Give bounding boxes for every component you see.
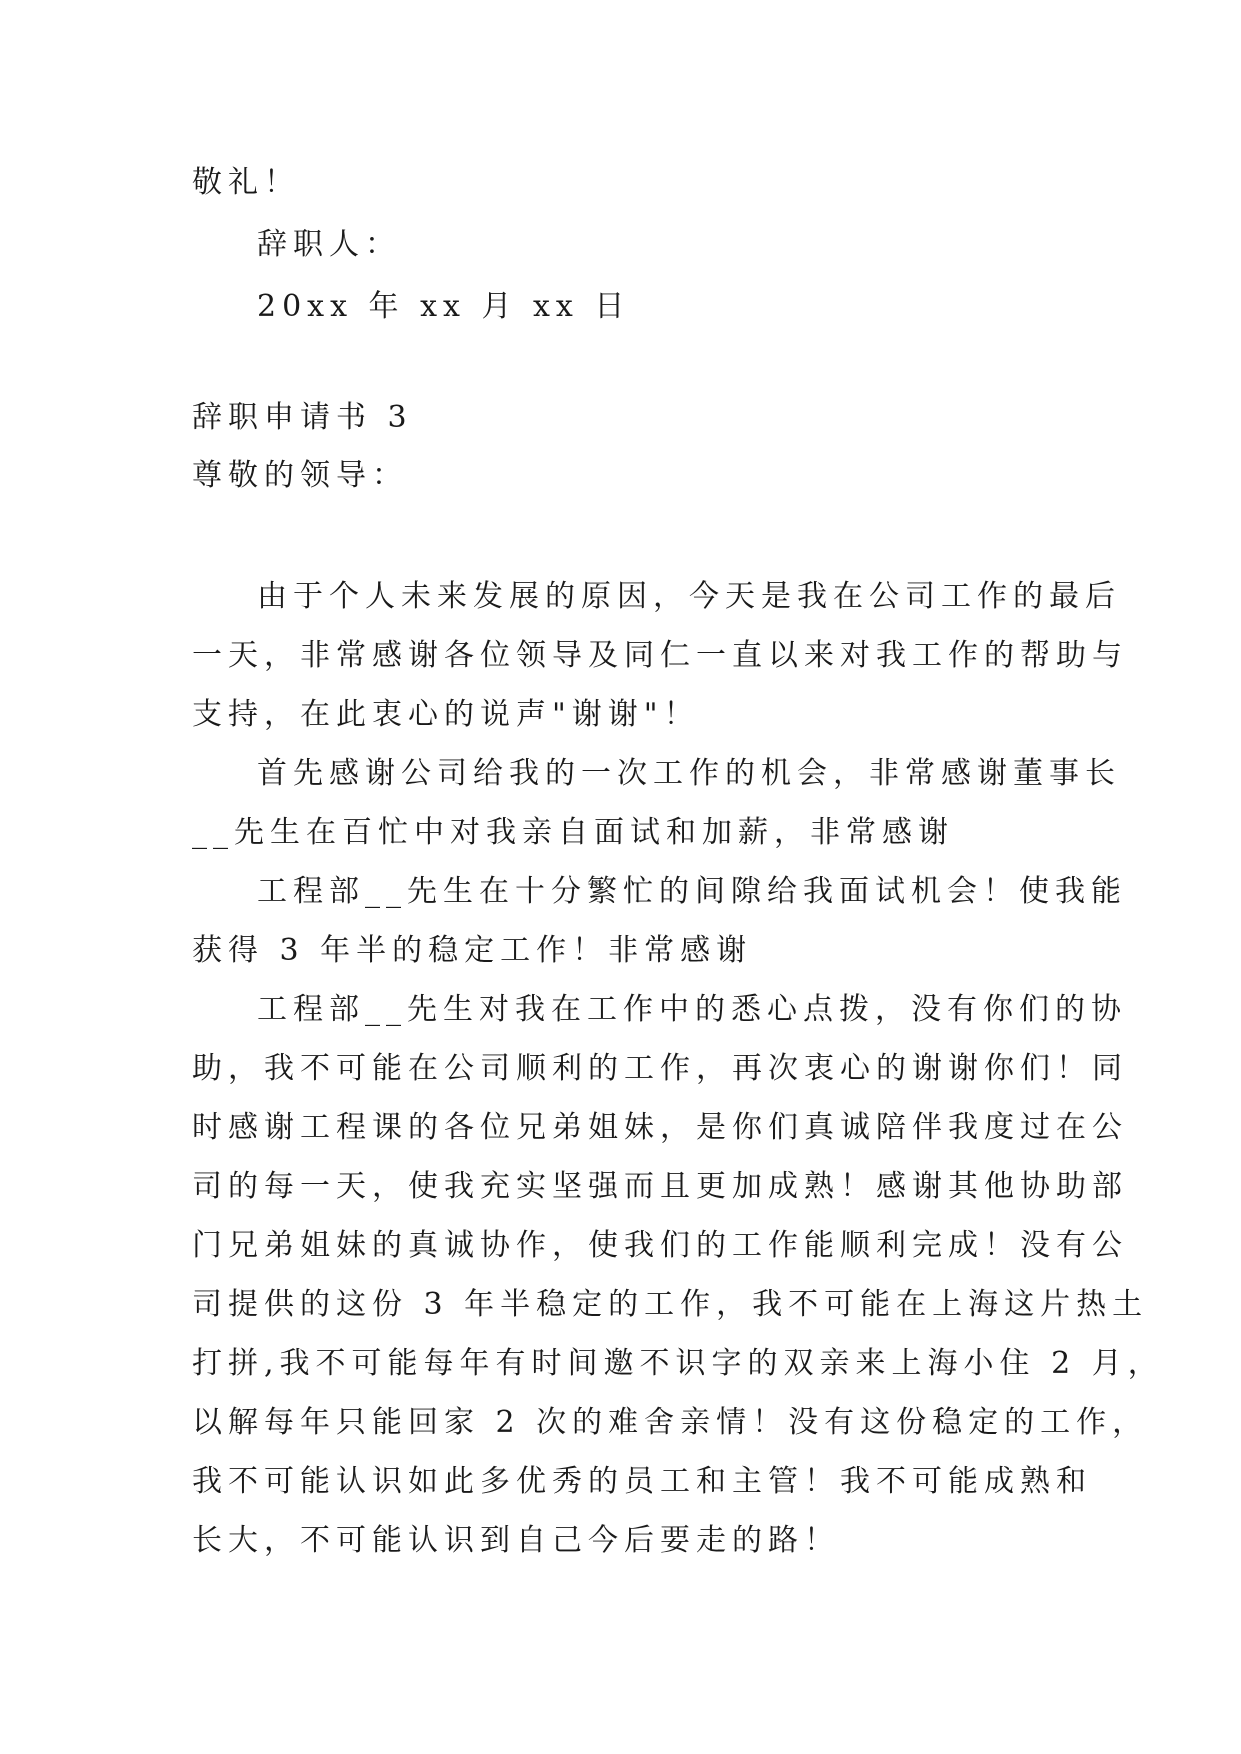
closing-salute: 敬礼！ bbox=[192, 165, 300, 200]
signature-date: 20xx 年 xx 月 xx 日 bbox=[257, 289, 631, 324]
body-line: 获得 3 年半的稳定工作！非常感谢 bbox=[192, 933, 753, 968]
body-line: 打拼,我不可能每年有时间邀不识字的双亲来上海小住 2 月， bbox=[192, 1346, 1164, 1381]
letter-greeting: 尊敬的领导： bbox=[192, 458, 408, 493]
body-line: __先生在百忙中对我亲自面试和加薪，非常感谢 bbox=[192, 815, 954, 850]
body-line: 一天，非常感谢各位领导及同仁一直以来对我工作的帮助与 bbox=[192, 638, 1128, 673]
body-line: 支持，在此衷心的说声"谢谢"！ bbox=[192, 697, 700, 732]
body-line: 由于个人未来发展的原因，今天是我在公司工作的最后 bbox=[257, 579, 1121, 614]
letter-title: 辞职申请书 3 bbox=[192, 400, 413, 435]
body-line: 首先感谢公司给我的一次工作的机会，非常感谢董事长 bbox=[257, 756, 1121, 791]
body-line: 司提供的这份 3 年半稳定的工作，我不可能在上海这片热土 bbox=[192, 1287, 1149, 1322]
body-line: 工程部__先生在十分繁忙的间隙给我面试机会！使我能 bbox=[257, 874, 1127, 909]
body-line: 长大，不可能认识到自己今后要走的路！ bbox=[192, 1523, 840, 1558]
body-line: 门兄弟姐妹的真诚协作，使我们的工作能顺利完成！没有公 bbox=[192, 1228, 1128, 1263]
body-line: 助，我不可能在公司顺利的工作，再次衷心的谢谢你们！同 bbox=[192, 1051, 1128, 1086]
body-line: 司的每一天，使我充实坚强而且更加成熟！感谢其他协助部 bbox=[192, 1169, 1128, 1204]
body-line: 我不可能认识如此多优秀的员工和主管！我不可能成熟和 bbox=[192, 1464, 1092, 1499]
body-line: 以解每年只能回家 2 次的难舍亲情！没有这份稳定的工作， bbox=[192, 1405, 1149, 1440]
signer-label: 辞职人： bbox=[257, 227, 401, 262]
body-line: 时感谢工程课的各位兄弟姐妹，是你们真诚陪伴我度过在公 bbox=[192, 1110, 1128, 1145]
body-line: 工程部__先生对我在工作中的悉心点拨，没有你们的协 bbox=[257, 992, 1127, 1027]
